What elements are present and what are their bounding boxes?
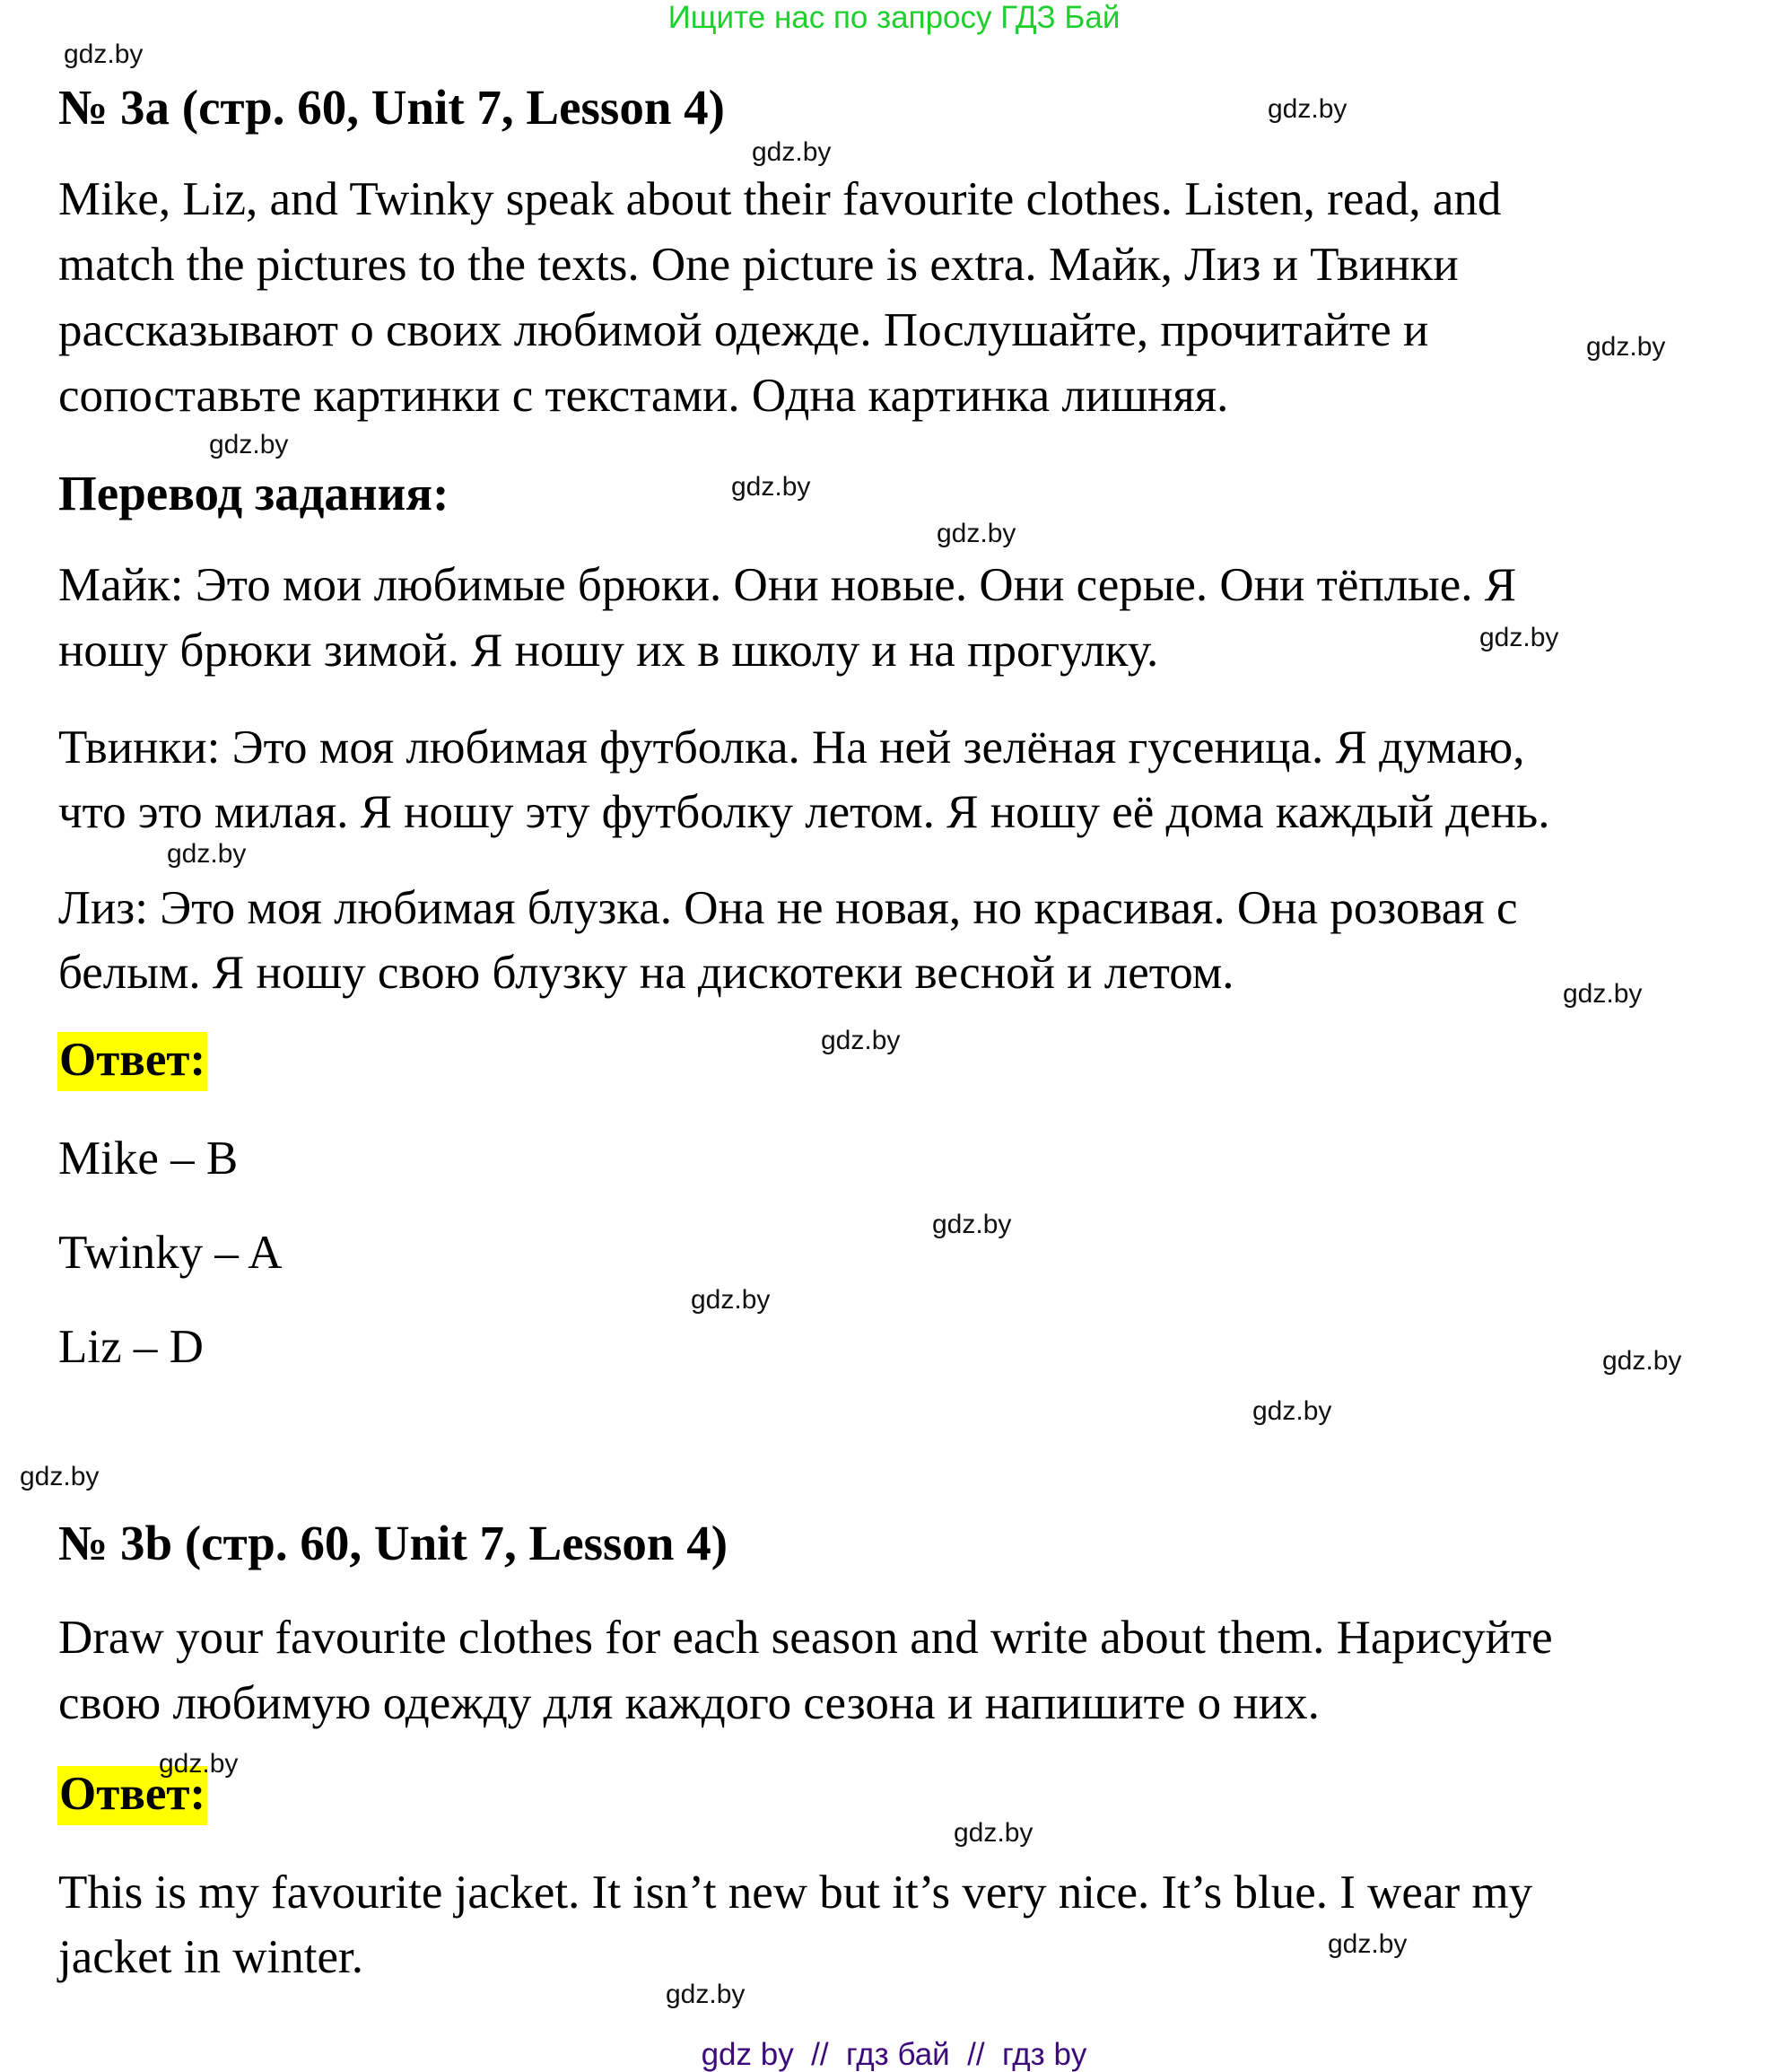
translation-line: Майк: Это мои любимые брюки. Они новые. Они серые. Они тёплые. Я (58, 559, 1517, 611)
answer-label-3b: Ответ: (57, 1766, 207, 1825)
watermark: gdz.by (932, 1210, 1012, 1239)
watermark: gdz.by (209, 430, 289, 459)
instruction-line: Draw your favourite clothes for each season and write about them. Нарисуйте (58, 1612, 1553, 1664)
translation-heading: Перевод задания: (58, 466, 449, 520)
answer-item: Twinky – A (58, 1227, 283, 1279)
watermark: gdz.by (1268, 94, 1348, 124)
watermark: gdz.by (666, 1980, 746, 2009)
watermark: gdz.by (1563, 979, 1643, 1009)
answer-line: This is my favourite jacket. It isn’t new but it’s very nice. It’s blue. I wear my (58, 1867, 1533, 1919)
watermark: gdz.by (20, 1462, 100, 1491)
instruction-line: match the pictures to the texts. One picture is extra. Майк, Лиз и Твинки (58, 239, 1459, 291)
watermark: gdz.by (1602, 1346, 1682, 1376)
watermark: gdz.by (1479, 623, 1559, 652)
translation-line: что это милая. Я ношу эту футболку летом. Я ношу её дома каждый день. (58, 786, 1550, 838)
instruction-line: Mike, Liz, and Twinky speak about their favourite clothes. Listen, read, and (58, 173, 1502, 225)
watermark: gdz.by (1252, 1396, 1332, 1426)
answer-line: jacket in winter. (58, 1931, 363, 1983)
instruction-line: свою любимую одежду для каждого сезона и напишите о них. (58, 1677, 1320, 1729)
translation-line: Лиз: Это моя любимая блузка. Она не новая, но красивая. Она розовая с (58, 882, 1518, 934)
watermark: gdz.by (752, 137, 832, 167)
answer-label-3a: Ответ: (57, 1032, 207, 1091)
search-banner: Ищите нас по запросу ГДЗ Бай (667, 0, 1121, 35)
instruction-line: сопоставьте картинки с текстами. Одна картинка лишняя. (58, 370, 1229, 422)
watermark: gdz.by (64, 39, 144, 69)
watermark: gdz.by (167, 839, 247, 869)
watermark: gdz.by (821, 1026, 901, 1055)
watermark: gdz.by (937, 519, 1016, 548)
instruction-line: рассказывают о своих любимой одежде. Послушайте, прочитайте и (58, 304, 1429, 356)
task-3a-heading: № 3a (стр. 60, Unit 7, Lesson 4) (58, 80, 725, 135)
translation-line: ношу брюки зимой. Я ношу их в школу и на прогулку. (58, 625, 1159, 677)
translation-line: Твинки: Это моя любимая футболка. На ней зелёная гусеница. Я думаю, (58, 721, 1525, 774)
watermark: gdz.by (954, 1818, 1034, 1848)
watermark: gdz.by (1328, 1929, 1408, 1959)
watermark: gdz.by (159, 1749, 239, 1779)
answer-item: Mike – B (58, 1132, 239, 1185)
footer-links: gdz by // гдз бай // гдз by (701, 2037, 1087, 2072)
watermark: gdz.by (1586, 332, 1666, 362)
translation-line: белым. Я ношу свою блузку на дискотеки весной и летом. (58, 947, 1234, 999)
task-3b-heading: № 3b (стр. 60, Unit 7, Lesson 4) (58, 1516, 728, 1570)
watermark: gdz.by (731, 472, 811, 502)
watermark: gdz.by (691, 1285, 771, 1315)
answer-item: Liz – D (58, 1321, 204, 1373)
